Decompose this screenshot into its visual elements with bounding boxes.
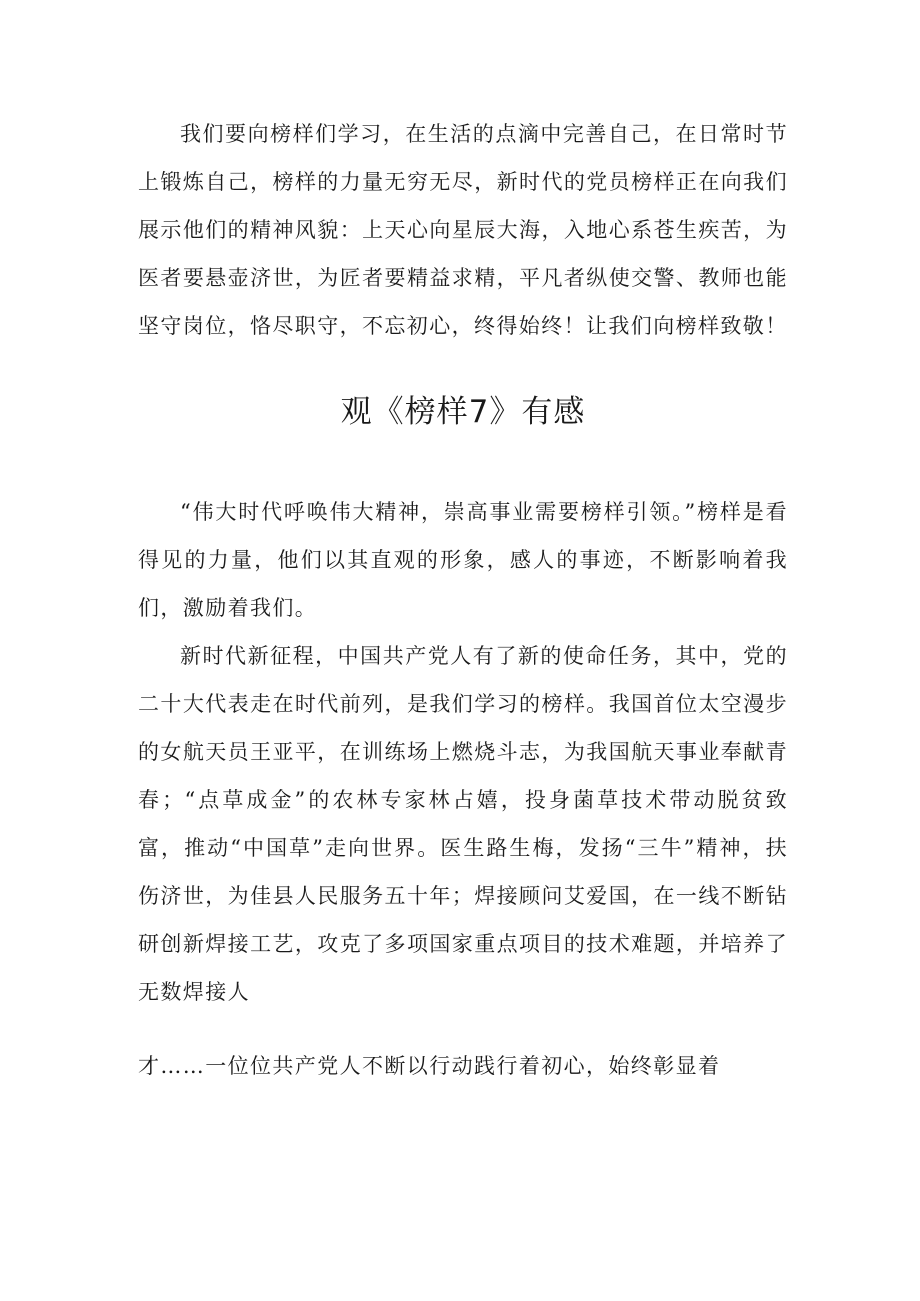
paragraph-role-models: 我们要向榜样们学习，在生活的点滴中完善自己，在日常时节上锻炼自己，榜样的力量无穷无尽，新时代的党员榜样正在向我们展示他们的精神风貌：上天心向星辰大海，入地心系苍生疾苦，为医者要悬壶济世，为匠者要精益求精，平凡者纵使交警、教师也能坚守岗位，恪尽职守，不忘初心，终得始终！让我们向榜样致敬！ xyxy=(138,122,788,338)
paragraph-quote-intro: “伟大时代呼唤伟大精神，崇高事业需要榜样引领。”榜样是看得见的力量，他们以其直观的形象，感人的事迹，不断影响着我们，激励着我们。 xyxy=(138,500,788,620)
paragraph-continuation: 才……一位位共产党人不断以行动践行着初心，始终彰显着 xyxy=(138,1054,721,1078)
document-page xyxy=(138,110,788,1090)
paragraph-new-era: 新时代新征程，中国共产党人有了新的使命任务，其中，党的二十大代表走在时代前列，是我们学习的榜样。我国首位太空漫步的女航天员王亚平，在训练场上燃烧斗志，为我国航天事业奉献青春；“点草成金”的农林专家林占嬉，投身菌草技术带动脱贫致富，推动“中国草”走向世界。医生路生梅，发扬“三牛”精神，扶伤济世，为佳县人民服务五十年；焊接顾问艾爱国，在一线不断钻研创新焊接工艺，攻克了多项国家重点项目的技术难题，并培养了无数焊接人 xyxy=(138,644,788,1004)
article-title: 观《榜样7》有感 xyxy=(340,394,586,430)
